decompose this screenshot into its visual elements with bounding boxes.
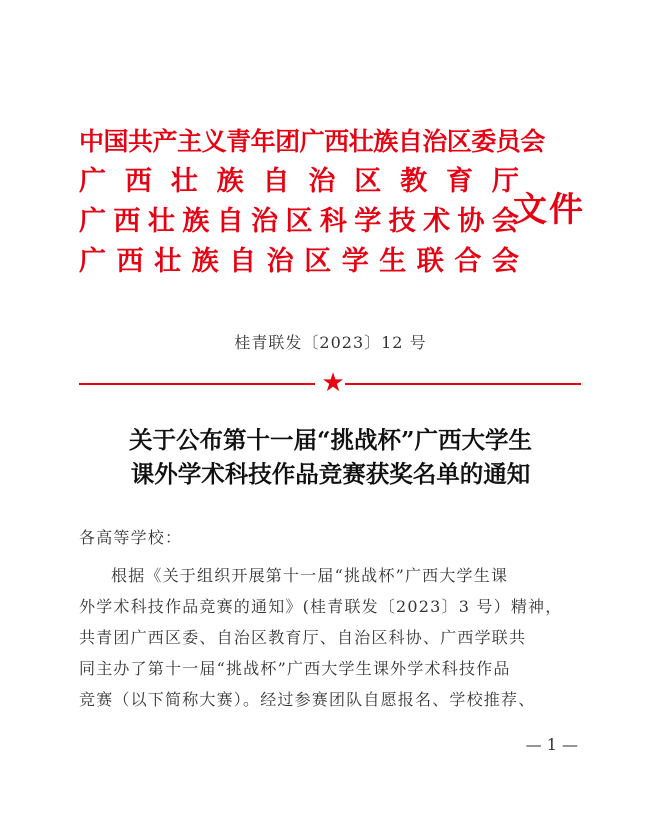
body-paragraph [79,560,579,715]
star-icon: ★ [321,368,345,398]
issuer-char: 义 [201,127,227,156]
document-suffix: 文件 [513,190,585,230]
divider-rule-left [79,383,315,385]
issuer-char: 合 [454,246,482,277]
issuer-char: 会 [491,206,519,237]
header-divider [79,368,581,398]
body-line: 共青团广西区委、自治区教育厅、自治区科协、广西学联共 [79,628,527,647]
issuer-char: 壮 [154,246,182,277]
notice-title [0,423,661,491]
issuer-science-association [79,202,519,242]
issuer-char: 协 [457,206,485,237]
issuer-char: 治 [308,166,336,197]
issuer-char: 学 [354,206,382,237]
issuer-char: 育 [446,166,473,197]
issuer-char: 员 [495,127,521,156]
issuer-char: 生 [379,246,407,277]
issuer-youth-league [79,122,545,162]
issuer-char: 联 [416,246,444,277]
issuer-list [79,122,545,282]
issuer-char: 西 [113,206,141,237]
issuer-char: 治 [266,246,294,277]
title-line-1: 关于公布第十一届“挑战杯”广西大学生 [128,426,533,454]
issuer-char: 会 [491,246,519,277]
issuer-char: 治 [422,127,447,156]
issuer-char: 主 [177,127,202,156]
issuer-char: 壮 [348,127,374,156]
issuer-char: 教 [400,166,428,197]
issuer-char: 自 [229,246,257,277]
document-number: 桂青联发〔2023〕12 号 [234,333,427,352]
issuer-char: 广 [79,166,106,197]
issuer-char: 会 [520,127,545,156]
issuer-char: 委 [471,127,496,156]
issuer-char: 国 [103,127,129,156]
issuer-char: 青 [226,127,251,156]
issuer-char: 区 [446,127,472,156]
issuer-char: 区 [285,206,313,237]
issuer-char: 西 [116,246,144,277]
salutation: 各高等学校： [79,528,183,547]
issuer-char: 壮 [147,206,175,237]
body-line: 同主办了第十一届“挑战杯”广西大学生课外学术科技作品 [79,659,511,678]
issuer-char: 西 [124,166,152,197]
issuer-char: 科 [319,206,347,237]
issuer-char: 年 [250,127,276,156]
issuer-char: 厅 [491,166,519,197]
body-line: 外学术科技作品竞赛的通知》(桂青联发〔2023〕3 号）精神， [79,597,563,616]
issuer-char: 广 [79,246,106,277]
issuer-char: 族 [191,246,219,277]
issuer-education-dept [79,162,519,202]
issuer-char: 族 [182,206,210,237]
issuer-char: 共 [128,127,153,156]
issuer-char: 自 [262,166,290,197]
title-line-2: 课外学术科技作品竞赛获奖名单的通知 [130,460,531,488]
issuer-char: 技 [388,206,416,237]
issuer-char: 区 [354,166,382,197]
body-line: 竞赛（以下简称大赛）。经过参赛团队自愿报名、学校推荐、 [79,690,536,709]
issuer-char: 自 [216,206,244,237]
issuer-char: 产 [152,127,178,156]
divider-rule-right [345,383,581,385]
issuer-char: 自 [397,127,423,156]
issuer-char: 广 [79,206,106,237]
issuer-char: 区 [304,246,332,277]
issuer-char: 壮 [170,166,198,197]
issuer-char: 学 [341,246,369,277]
issuer-char: 团 [275,127,300,156]
issuer-char: 治 [251,206,279,237]
body-line: 根据《关于组织开展第十一届“挑战杯”广西大学生课 [111,566,509,585]
issuer-char: 族 [216,166,244,197]
issuer-char: 广 [299,127,325,156]
issuer-char: 西 [324,127,349,156]
issuer-char: 族 [373,127,398,156]
issuer-student-federation [79,242,519,282]
issuer-char: 术 [423,206,451,237]
issuer-char: 中 [79,127,104,156]
page-number: — 1 — [525,735,578,754]
